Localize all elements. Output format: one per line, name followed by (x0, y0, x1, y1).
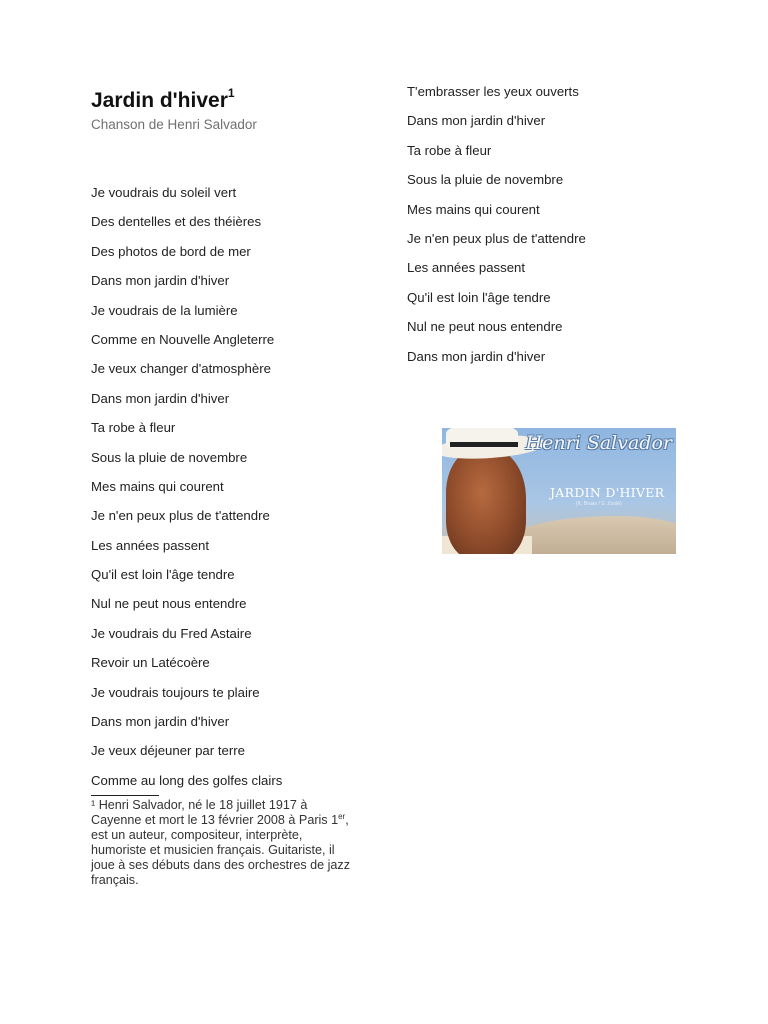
lyric-line: Mes mains qui courent (91, 478, 224, 494)
page-title (91, 88, 381, 114)
title-text: Jardin d'hiver (91, 89, 228, 112)
footnote (91, 798, 359, 888)
lyrics-left (91, 185, 381, 789)
lyric-line: Je voudrais de la lumière (91, 302, 238, 318)
footnote-text-2: , est un auteur, compositeur, interprète, humoriste et musicien français. Guitariste, il joue à ses débuts dans des orchestres de jazz français. (91, 813, 351, 888)
stanza (407, 349, 707, 365)
footnote-text-1: Henri Salvador, né le 18 juillet 1917 à Cayenne et mort le 13 février 2008 à Paris 1 (91, 798, 339, 828)
stanza (91, 626, 381, 730)
lyric-line: Des dentelles et des théières (91, 214, 262, 230)
cover-credit: (K. Bruan / S. Zoolé) (576, 501, 622, 507)
lyric-line: Je veux changer d'atmosphère (91, 361, 271, 377)
cover-album-title: JARDIN D'HIVER (550, 485, 665, 500)
lyric-line: Je n'en peux plus de t'attendre (407, 230, 586, 246)
lyric-line: Sous la pluie de novembre (407, 172, 564, 188)
lyrics-right (407, 84, 707, 365)
lyric-line: Revoir un Latécoère (91, 655, 210, 671)
lyric-line: Les années passent (91, 537, 210, 553)
stanza (91, 303, 381, 407)
lyric-line: Dans mon jardin d'hiver (91, 714, 230, 730)
subtitle: Chanson de Henri Salvador (91, 117, 257, 132)
lyric-line: Des photos de bord de mer (91, 243, 251, 259)
lyric-line: Sous la pluie de novembre (91, 449, 248, 465)
lyric-line: Qu'il est loin l'âge tendre (407, 289, 551, 305)
lyric-line: Nul ne peut nous entendre (407, 319, 563, 335)
footnote-superscript: er (338, 812, 346, 822)
title-footnote-mark: 1 (227, 86, 235, 100)
footnote-mark: ¹ (91, 798, 96, 813)
lyric-line: Nul ne peut nous entendre (91, 596, 247, 612)
lyric-line: Mes mains qui courent (407, 201, 540, 217)
cover-portrait (446, 448, 526, 554)
lyric-line: Ta robe à fleur (91, 420, 176, 436)
stanza (407, 84, 707, 129)
lyric-line: Comme au long des golfes clairs (91, 772, 283, 788)
lyric-line: Dans mon jardin d'hiver (91, 390, 230, 406)
footnote-divider (91, 795, 159, 796)
lyric-line: Je veux déjeuner par terre (91, 743, 245, 759)
lyric-line: Qu'il est loin l'âge tendre (91, 567, 235, 583)
album-cover-image (442, 428, 676, 554)
lyric-line: Les années passent (407, 260, 526, 276)
lyric-line: Je voudrais toujours te plaire (91, 684, 260, 700)
left-column (91, 88, 381, 888)
lyric-line: Je voudrais du soleil vert (91, 185, 237, 200)
lyric-line: Comme en Nouvelle Angleterre (91, 331, 275, 347)
stanza (91, 185, 381, 289)
stanza (91, 743, 381, 788)
cover-artist-name: Henri Salvador (525, 432, 672, 454)
stanza (407, 143, 707, 335)
lyric-line: T'embrasser les yeux ouverts (407, 84, 579, 99)
lyric-line: Je voudrais du Fred Astaire (91, 625, 252, 641)
stanza (91, 420, 381, 612)
lyric-line: Je n'en peux plus de t'attendre (91, 508, 270, 524)
lyric-line: Dans mon jardin d'hiver (407, 113, 546, 129)
right-column (407, 84, 707, 378)
lyric-line: Ta robe à fleur (407, 142, 492, 158)
lyric-line: Dans mon jardin d'hiver (407, 348, 546, 364)
cover-hat-band (450, 442, 518, 447)
lyric-line: Dans mon jardin d'hiver (91, 273, 230, 289)
